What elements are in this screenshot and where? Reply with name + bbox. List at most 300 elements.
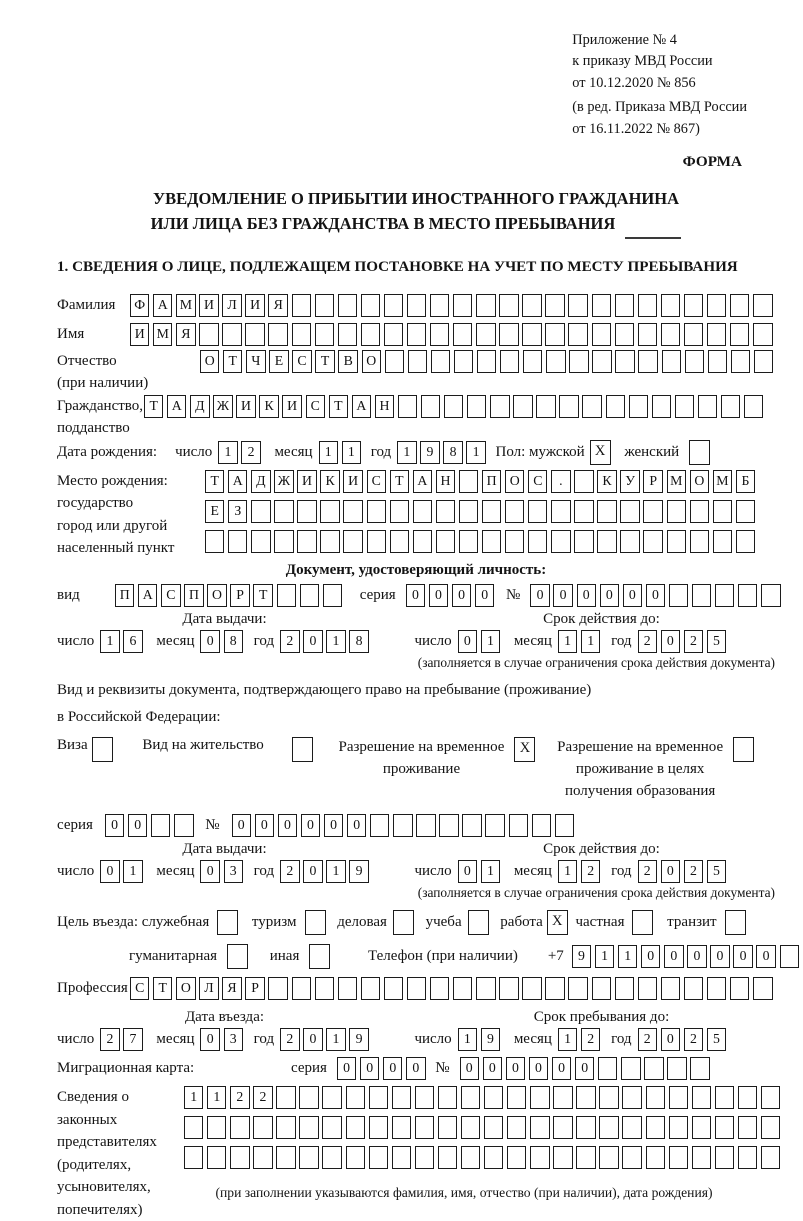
male-checkbox[interactable] [590, 440, 615, 465]
char-box[interactable]: 2 [581, 1028, 600, 1051]
char-box[interactable]: 1 [558, 630, 577, 653]
char-box[interactable] [553, 1116, 572, 1139]
char-box[interactable] [730, 294, 749, 317]
char-box[interactable] [646, 1116, 665, 1139]
char-box[interactable] [744, 395, 763, 418]
char-box[interactable]: Е [269, 350, 288, 373]
char-box[interactable] [692, 584, 711, 607]
char-box[interactable] [268, 977, 287, 1000]
char-box[interactable] [421, 395, 440, 418]
char-box[interactable] [530, 1116, 549, 1139]
char-box[interactable]: 1 [326, 630, 345, 653]
char-box[interactable] [476, 323, 495, 346]
birth-month-boxes[interactable] [319, 441, 365, 464]
char-box[interactable]: 0 [664, 945, 683, 968]
entry-day-boxes[interactable] [100, 1028, 146, 1051]
char-box[interactable] [484, 1146, 503, 1169]
char-box[interactable] [323, 584, 342, 607]
char-box[interactable] [574, 470, 593, 493]
residence-valid-year-boxes[interactable] [638, 860, 730, 883]
char-box[interactable]: 0 [383, 1057, 402, 1080]
valid-day-boxes[interactable] [458, 630, 504, 653]
char-box[interactable] [484, 1116, 503, 1139]
char-box[interactable] [253, 1116, 272, 1139]
char-box[interactable] [430, 294, 449, 317]
char-box[interactable]: А [413, 470, 432, 493]
char-box[interactable] [499, 294, 518, 317]
char-box[interactable]: 0 [506, 1057, 525, 1080]
char-box[interactable] [274, 500, 293, 523]
char-box[interactable]: И [297, 470, 316, 493]
char-box[interactable] [574, 530, 593, 553]
char-box[interactable] [292, 737, 313, 762]
char-box[interactable]: 9 [481, 1028, 500, 1051]
char-box[interactable]: Т [153, 977, 172, 1000]
char-box[interactable]: Т [205, 470, 224, 493]
char-box[interactable] [622, 1086, 641, 1109]
char-box[interactable] [713, 500, 732, 523]
char-box[interactable]: 0 [429, 584, 448, 607]
char-box[interactable]: 0 [406, 584, 425, 607]
char-box[interactable] [689, 440, 710, 465]
char-box[interactable]: 1 [123, 860, 142, 883]
char-box[interactable] [661, 977, 680, 1000]
char-box[interactable] [707, 977, 726, 1000]
edu-permit-checkbox[interactable] [733, 737, 758, 762]
char-box[interactable] [309, 944, 330, 969]
char-box[interactable] [622, 1116, 641, 1139]
char-box[interactable]: К [320, 470, 339, 493]
char-box[interactable]: П [482, 470, 501, 493]
char-box[interactable] [413, 500, 432, 523]
doc-number-boxes[interactable] [530, 584, 784, 607]
char-box[interactable]: Н [436, 470, 455, 493]
char-box[interactable] [522, 294, 541, 317]
char-box[interactable] [407, 294, 426, 317]
char-box[interactable] [545, 294, 564, 317]
char-box[interactable]: 0 [475, 584, 494, 607]
char-box[interactable]: 2 [253, 1086, 272, 1109]
char-box[interactable] [499, 323, 518, 346]
char-box[interactable] [454, 350, 473, 373]
char-box[interactable]: Т [315, 350, 334, 373]
char-box[interactable]: X [514, 737, 535, 762]
char-box[interactable] [597, 530, 616, 553]
char-box[interactable] [707, 294, 726, 317]
char-box[interactable] [530, 1146, 549, 1169]
char-box[interactable] [415, 1086, 434, 1109]
char-box[interactable] [384, 977, 403, 1000]
purpose-private-checkbox[interactable] [632, 910, 657, 935]
char-box[interactable] [393, 910, 414, 935]
char-box[interactable] [415, 1116, 434, 1139]
char-box[interactable] [505, 500, 524, 523]
char-box[interactable] [551, 500, 570, 523]
char-box[interactable] [568, 294, 587, 317]
char-box[interactable]: 0 [577, 584, 596, 607]
char-box[interactable]: 2 [684, 630, 703, 653]
char-box[interactable] [199, 323, 218, 346]
char-box[interactable] [467, 395, 486, 418]
char-box[interactable] [576, 1146, 595, 1169]
char-box[interactable] [690, 1057, 709, 1080]
char-box[interactable] [721, 395, 740, 418]
char-box[interactable] [322, 1086, 341, 1109]
char-box[interactable] [523, 350, 542, 373]
char-box[interactable] [205, 530, 224, 553]
profession-boxes[interactable] [130, 977, 776, 1000]
char-box[interactable] [669, 1116, 688, 1139]
char-box[interactable] [546, 350, 565, 373]
char-box[interactable] [393, 814, 412, 837]
char-box[interactable] [320, 530, 339, 553]
char-box[interactable]: 0 [200, 630, 219, 653]
char-box[interactable] [338, 323, 357, 346]
char-box[interactable] [408, 350, 427, 373]
char-box[interactable]: И [130, 323, 149, 346]
char-box[interactable]: 2 [230, 1086, 249, 1109]
char-box[interactable]: 2 [638, 630, 657, 653]
char-box[interactable] [736, 530, 755, 553]
residence-issue-month-boxes[interactable] [200, 860, 246, 883]
char-box[interactable]: В [338, 350, 357, 373]
char-box[interactable] [685, 350, 704, 373]
phone-boxes[interactable] [572, 945, 803, 968]
purpose-business-checkbox[interactable] [393, 910, 418, 935]
char-box[interactable]: О [505, 470, 524, 493]
char-box[interactable] [500, 350, 519, 373]
char-box[interactable] [384, 294, 403, 317]
char-box[interactable] [207, 1116, 226, 1139]
residence-issue-year-boxes[interactable] [280, 860, 372, 883]
char-box[interactable] [662, 350, 681, 373]
char-box[interactable] [761, 1146, 780, 1169]
char-box[interactable] [646, 1146, 665, 1169]
char-box[interactable] [738, 1086, 757, 1109]
char-box[interactable]: И [282, 395, 301, 418]
char-box[interactable]: Ж [213, 395, 232, 418]
char-box[interactable]: А [153, 294, 172, 317]
char-box[interactable]: 5 [707, 860, 726, 883]
char-box[interactable]: 2 [100, 1028, 119, 1051]
char-box[interactable]: Л [222, 294, 241, 317]
char-box[interactable]: К [259, 395, 278, 418]
char-box[interactable]: 6 [123, 630, 142, 653]
char-box[interactable]: 1 [207, 1086, 226, 1109]
char-box[interactable]: 0 [278, 814, 297, 837]
char-box[interactable] [736, 500, 755, 523]
char-box[interactable]: 2 [280, 1028, 299, 1051]
char-box[interactable]: 2 [638, 1028, 657, 1051]
char-box[interactable] [522, 323, 541, 346]
char-box[interactable] [643, 500, 662, 523]
char-box[interactable] [370, 814, 389, 837]
char-box[interactable] [638, 294, 657, 317]
char-box[interactable] [638, 323, 657, 346]
char-box[interactable] [592, 323, 611, 346]
char-box[interactable] [621, 1057, 640, 1080]
char-box[interactable] [509, 814, 528, 837]
char-box[interactable]: Л [199, 977, 218, 1000]
char-box[interactable] [151, 814, 170, 837]
char-box[interactable] [436, 530, 455, 553]
char-box[interactable]: 3 [224, 1028, 243, 1051]
char-box[interactable] [346, 1086, 365, 1109]
char-box[interactable]: 8 [349, 630, 368, 653]
char-box[interactable] [217, 910, 238, 935]
char-box[interactable] [606, 395, 625, 418]
char-box[interactable]: 0 [733, 945, 752, 968]
char-box[interactable] [300, 584, 319, 607]
issue-month-boxes[interactable] [200, 630, 246, 653]
purpose-tourism-checkbox[interactable] [305, 910, 330, 935]
char-box[interactable] [230, 1146, 249, 1169]
char-box[interactable] [753, 294, 772, 317]
char-box[interactable] [482, 500, 501, 523]
char-box[interactable] [369, 1086, 388, 1109]
given-name-boxes[interactable] [130, 323, 776, 346]
char-box[interactable] [228, 530, 247, 553]
char-box[interactable] [315, 977, 334, 1000]
char-box[interactable] [297, 500, 316, 523]
doc-type-boxes[interactable] [115, 584, 346, 607]
char-box[interactable] [407, 977, 426, 1000]
char-box[interactable]: . [551, 470, 570, 493]
char-box[interactable] [574, 500, 593, 523]
char-box[interactable] [684, 294, 703, 317]
char-box[interactable] [707, 323, 726, 346]
birth-place-row3-boxes[interactable] [205, 530, 759, 553]
char-box[interactable] [599, 1116, 618, 1139]
char-box[interactable]: М [667, 470, 686, 493]
char-box[interactable] [669, 1086, 688, 1109]
char-box[interactable] [646, 1086, 665, 1109]
char-box[interactable]: 9 [572, 945, 591, 968]
char-box[interactable] [559, 395, 578, 418]
char-box[interactable]: 8 [224, 630, 243, 653]
char-box[interactable]: 2 [684, 1028, 703, 1051]
char-box[interactable] [761, 1086, 780, 1109]
char-box[interactable]: 0 [303, 860, 322, 883]
residence-valid-day-boxes[interactable] [458, 860, 504, 883]
residence-permit-checkbox[interactable] [292, 737, 317, 762]
char-box[interactable] [184, 1116, 203, 1139]
char-box[interactable]: X [590, 440, 611, 465]
citizenship-boxes[interactable] [144, 395, 767, 418]
char-box[interactable]: 2 [684, 860, 703, 883]
issue-day-boxes[interactable] [100, 630, 146, 653]
char-box[interactable] [632, 910, 653, 935]
char-box[interactable] [615, 294, 634, 317]
char-box[interactable] [669, 1146, 688, 1169]
char-box[interactable] [553, 1086, 572, 1109]
char-box[interactable] [738, 1146, 757, 1169]
char-box[interactable] [738, 1116, 757, 1139]
birth-place-row2-boxes[interactable] [205, 500, 759, 523]
char-box[interactable]: 0 [575, 1057, 594, 1080]
char-box[interactable]: 0 [100, 860, 119, 883]
char-box[interactable] [299, 1146, 318, 1169]
char-box[interactable] [462, 814, 481, 837]
char-box[interactable] [461, 1086, 480, 1109]
char-box[interactable] [638, 350, 657, 373]
char-box[interactable] [297, 530, 316, 553]
char-box[interactable]: 1 [184, 1086, 203, 1109]
doc-series-boxes[interactable] [406, 584, 498, 607]
char-box[interactable] [667, 500, 686, 523]
char-box[interactable] [174, 814, 193, 837]
char-box[interactable] [392, 1086, 411, 1109]
char-box[interactable] [453, 977, 472, 1000]
char-box[interactable] [277, 584, 296, 607]
purpose-official-checkbox[interactable] [217, 910, 242, 935]
char-box[interactable]: Б [736, 470, 755, 493]
residence-issue-day-boxes[interactable] [100, 860, 146, 883]
migration-number-boxes[interactable] [460, 1057, 714, 1080]
char-box[interactable]: 0 [756, 945, 775, 968]
char-box[interactable] [513, 395, 532, 418]
char-box[interactable] [227, 944, 248, 969]
char-box[interactable] [413, 530, 432, 553]
char-box[interactable] [761, 584, 780, 607]
char-box[interactable] [390, 500, 409, 523]
valid-month-boxes[interactable] [558, 630, 604, 653]
surname-boxes[interactable] [130, 294, 776, 317]
char-box[interactable] [684, 323, 703, 346]
char-box[interactable] [482, 530, 501, 553]
char-box[interactable] [369, 1146, 388, 1169]
char-box[interactable] [731, 350, 750, 373]
char-box[interactable]: 1 [618, 945, 637, 968]
char-box[interactable] [392, 1116, 411, 1139]
char-box[interactable] [343, 500, 362, 523]
char-box[interactable]: О [690, 470, 709, 493]
char-box[interactable]: И [199, 294, 218, 317]
char-box[interactable]: Т [390, 470, 409, 493]
char-box[interactable]: Р [245, 977, 264, 1000]
char-box[interactable]: Н [375, 395, 394, 418]
char-box[interactable] [453, 323, 472, 346]
char-box[interactable]: 9 [349, 1028, 368, 1051]
char-box[interactable] [367, 530, 386, 553]
char-box[interactable] [361, 294, 380, 317]
char-box[interactable]: И [343, 470, 362, 493]
purpose-humanitarian-checkbox[interactable] [227, 944, 252, 969]
char-box[interactable] [268, 323, 287, 346]
char-box[interactable] [592, 350, 611, 373]
char-box[interactable] [407, 323, 426, 346]
char-box[interactable] [684, 977, 703, 1000]
purpose-work-checkbox[interactable] [547, 910, 572, 935]
char-box[interactable]: 0 [105, 814, 124, 837]
char-box[interactable]: 1 [458, 1028, 477, 1051]
char-box[interactable] [476, 294, 495, 317]
char-box[interactable] [416, 814, 435, 837]
char-box[interactable] [468, 910, 489, 935]
char-box[interactable] [367, 500, 386, 523]
representatives-row2-boxes[interactable] [184, 1116, 784, 1139]
char-box[interactable] [305, 910, 326, 935]
char-box[interactable] [528, 530, 547, 553]
char-box[interactable] [507, 1146, 526, 1169]
char-box[interactable] [384, 323, 403, 346]
char-box[interactable] [438, 1086, 457, 1109]
char-box[interactable] [439, 814, 458, 837]
char-box[interactable]: Р [230, 584, 249, 607]
char-box[interactable] [292, 977, 311, 1000]
char-box[interactable] [320, 500, 339, 523]
char-box[interactable]: 0 [483, 1057, 502, 1080]
char-box[interactable] [629, 395, 648, 418]
char-box[interactable] [644, 1057, 663, 1080]
char-box[interactable]: Т [329, 395, 348, 418]
char-box[interactable]: 2 [241, 441, 260, 464]
char-box[interactable] [638, 977, 657, 1000]
char-box[interactable] [698, 395, 717, 418]
residence-number-boxes[interactable] [232, 814, 578, 837]
char-box[interactable] [343, 530, 362, 553]
birth-year-boxes[interactable] [397, 441, 489, 464]
residence-valid-month-boxes[interactable] [558, 860, 604, 883]
char-box[interactable]: 1 [326, 1028, 345, 1051]
char-box[interactable] [555, 814, 574, 837]
char-box[interactable]: 0 [458, 630, 477, 653]
char-box[interactable]: 0 [661, 1028, 680, 1051]
char-box[interactable] [438, 1146, 457, 1169]
char-box[interactable]: 0 [530, 584, 549, 607]
char-box[interactable] [430, 977, 449, 1000]
char-box[interactable]: О [207, 584, 226, 607]
char-box[interactable] [597, 500, 616, 523]
char-box[interactable]: А [352, 395, 371, 418]
char-box[interactable]: 0 [337, 1057, 356, 1080]
char-box[interactable] [505, 530, 524, 553]
char-box[interactable] [667, 1057, 686, 1080]
birth-day-boxes[interactable] [218, 441, 264, 464]
char-box[interactable]: 0 [347, 814, 366, 837]
char-box[interactable]: 0 [661, 860, 680, 883]
char-box[interactable] [576, 1086, 595, 1109]
char-box[interactable]: 0 [600, 584, 619, 607]
char-box[interactable] [690, 530, 709, 553]
char-box[interactable] [459, 500, 478, 523]
char-box[interactable] [459, 470, 478, 493]
char-box[interactable]: М [176, 294, 195, 317]
char-box[interactable] [730, 323, 749, 346]
char-box[interactable]: О [362, 350, 381, 373]
char-box[interactable] [615, 350, 634, 373]
char-box[interactable] [615, 323, 634, 346]
char-box[interactable]: 0 [303, 630, 322, 653]
char-box[interactable] [315, 294, 334, 317]
valid-year-boxes[interactable] [638, 630, 730, 653]
char-box[interactable]: 0 [710, 945, 729, 968]
char-box[interactable]: 1 [558, 860, 577, 883]
char-box[interactable] [459, 530, 478, 553]
char-box[interactable] [652, 395, 671, 418]
char-box[interactable]: С [306, 395, 325, 418]
char-box[interactable] [545, 323, 564, 346]
char-box[interactable]: 0 [324, 814, 343, 837]
char-box[interactable]: 2 [638, 860, 657, 883]
char-box[interactable] [643, 530, 662, 553]
char-box[interactable]: Я [176, 323, 195, 346]
char-box[interactable]: 1 [466, 441, 485, 464]
char-box[interactable]: С [292, 350, 311, 373]
char-box[interactable] [477, 350, 496, 373]
char-box[interactable] [507, 1086, 526, 1109]
char-box[interactable] [485, 814, 504, 837]
